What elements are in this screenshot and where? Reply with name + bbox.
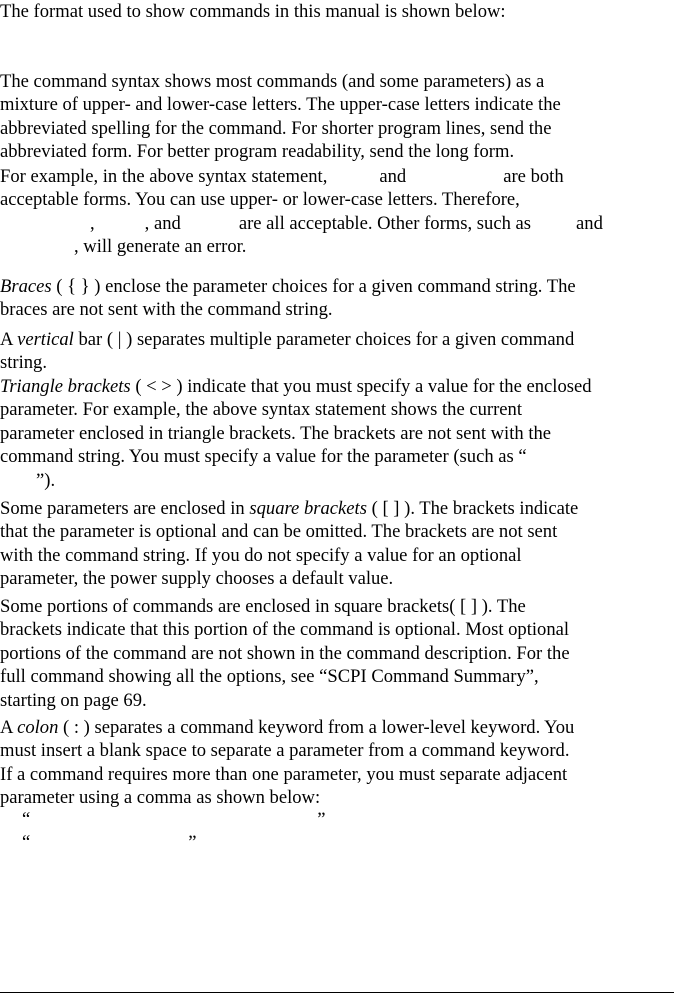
syntax-paragraph [0, 70, 672, 164]
example-text-1a: For example, in the above syntax statement, [0, 166, 328, 187]
syntax-line-2: mixture of upper- and lower-case letters. The upper-case letters indicate the [0, 94, 561, 116]
vertical-line-1 [0, 328, 672, 351]
intro-line: The format used to show commands in this manual is shown below: [0, 1, 506, 22]
braces-text-1: ( { } ) enclose the parameter choices for a given command string. The [51, 276, 576, 297]
colon-term: colon [17, 717, 59, 738]
example-line-4 [0, 235, 672, 258]
example-text-3d: and [576, 212, 603, 234]
vertical-text-1: bar ( | ) separates multiple parameter choices for a given command [73, 329, 575, 350]
square-line-1 [0, 497, 672, 520]
colon-paragraph [0, 716, 672, 810]
example-text-3c: are all acceptable. Other forms, such as [238, 212, 532, 234]
portions-line-5: starting on page 69. [0, 689, 147, 711]
triangle-text-1: ( < > ) indicate that you must specify a value for the enclosed [130, 376, 592, 397]
triangle-paragraph [0, 375, 672, 492]
portions-line-3: portions of the command are not shown in the command description. For the [0, 642, 570, 664]
square-paragraph [0, 497, 672, 591]
example-text-3b: , and [144, 212, 181, 234]
triangle-line-4: command string. You must specify a value for the parameter (such as “ [0, 446, 527, 468]
square-pre: Some parameters are enclosed in [0, 498, 250, 519]
example-paragraph [0, 165, 672, 259]
intro-paragraph [0, 0, 672, 23]
colon-line-3: If a command requires more than one parameter, you must separate adjacent [0, 763, 568, 785]
example-line-3 [0, 212, 672, 235]
braces-term: Braces [0, 276, 52, 297]
vertical-pre: A [0, 329, 18, 350]
square-line-4: parameter, the power supply chooses a default value. [0, 568, 394, 590]
triangle-line-1 [0, 375, 672, 398]
colon-text-1: ( : ) separates a command keyword from a lower-level keyword. You [58, 717, 575, 738]
vertical-term: vertical [17, 329, 74, 350]
portions-line-1: Some portions of commands are enclosed in square brackets( [ ] ). The [0, 596, 526, 617]
example-text-1b: and [379, 166, 407, 187]
command-example-2 [0, 831, 672, 854]
command-example-1 [0, 808, 672, 831]
vertical-line-2: string. [0, 352, 48, 374]
colon-line-2: must insert a blank space to separate a parameter from a command keyword. [0, 740, 570, 762]
colon-line-4: parameter using a comma as shown below: [0, 787, 321, 809]
syntax-line-1: The command syntax shows most commands (and some parameters) as a [0, 71, 545, 92]
vertical-paragraph [0, 328, 672, 375]
square-text-1: ( [ ] ). The brackets indicate [366, 498, 579, 519]
portions-paragraph [0, 595, 672, 712]
colon-pre: A [0, 717, 18, 738]
syntax-line-3: abbreviated spelling for the command. For shorter program lines, send the [0, 117, 552, 139]
triangle-text-5: ”). [36, 469, 56, 491]
square-term: square brackets [249, 498, 367, 519]
example-2-close-quote: ” [188, 832, 197, 854]
colon-line-1 [0, 716, 672, 739]
command-examples [0, 808, 672, 855]
braces-line-1 [0, 275, 672, 298]
braces-paragraph [0, 275, 672, 322]
triangle-line-3: parameter enclosed in triangle brackets. The brackets are not sent with the [0, 422, 552, 444]
triangle-term: Triangle brackets [0, 376, 131, 397]
example-2-open-quote: “ [22, 832, 31, 854]
portions-line-4: full command showing all the options, see “SCPI Command Summary”, [0, 666, 539, 688]
triangle-line-5 [0, 469, 672, 492]
braces-line-2: braces are not sent with the command string. [0, 299, 333, 321]
example-1-open-quote: “ [22, 809, 31, 830]
example-1-close-quote: ” [317, 809, 326, 830]
portions-line-2: brackets indicate that this portion of the command is optional. Most optional [0, 619, 570, 641]
square-line-3: with the command string. If you do not specify a value for an optional [0, 544, 522, 566]
square-line-2: that the parameter is optional and can be omitted. The brackets are not sent [0, 521, 558, 543]
syntax-line-4: abbreviated form. For better program readability, send the long form. [0, 141, 515, 163]
triangle-line-2: parameter. For example, the above syntax statement shows the current [0, 399, 523, 421]
example-text-4: , will generate an error. [74, 236, 247, 258]
example-line-2: acceptable forms. You can use upper- or lower-case letters. Therefore, [0, 189, 520, 211]
example-line-1 [0, 165, 672, 188]
example-text-1c: are both [503, 166, 564, 187]
example-text-3a: , [90, 212, 95, 234]
footer-rule [0, 992, 674, 993]
